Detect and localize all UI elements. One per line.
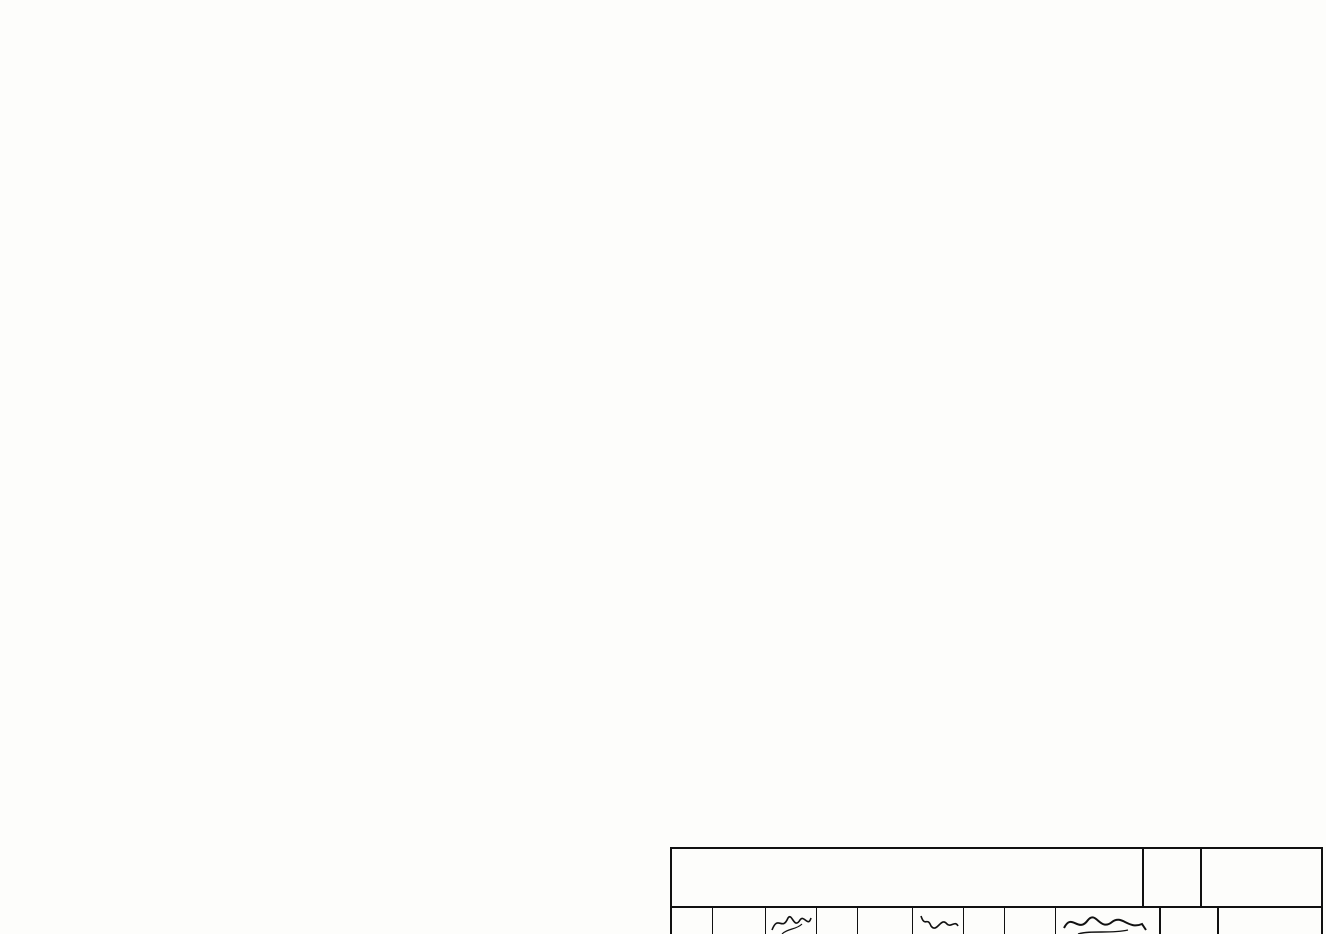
design-name [1005, 908, 1056, 934]
audit-signature [766, 908, 817, 934]
atlas-number-label [1144, 849, 1202, 906]
audit-name [713, 908, 766, 934]
signature-icon [1058, 910, 1148, 934]
note-prefix [10, 855, 54, 889]
note-text [10, 855, 660, 889]
design-signature [1056, 908, 1161, 934]
check-label [817, 908, 858, 934]
sheet-title [672, 849, 1144, 906]
design-label [964, 908, 1005, 934]
audit-label [672, 908, 713, 934]
check-name [858, 908, 913, 934]
check-signature [913, 908, 964, 934]
signature-icon [915, 910, 961, 934]
signature-icon [768, 910, 814, 934]
atlas-number [1202, 849, 1321, 906]
page-number [1219, 908, 1322, 934]
page-label [1161, 908, 1219, 934]
title-block [670, 847, 1323, 934]
